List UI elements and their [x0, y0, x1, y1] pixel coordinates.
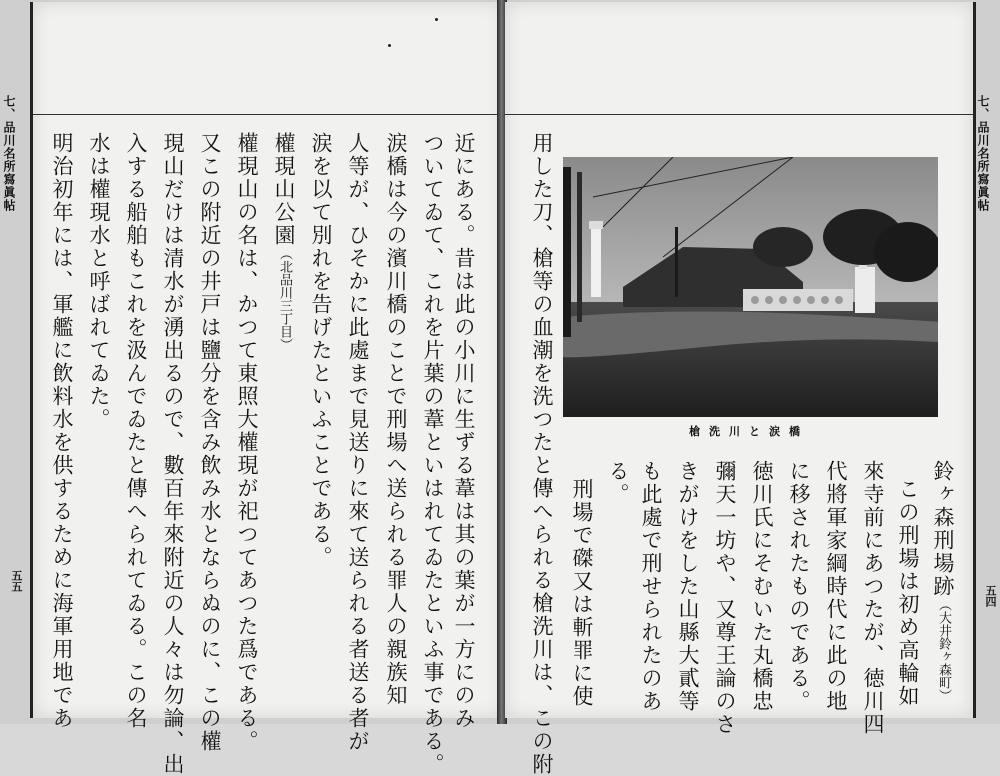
- address-note: （大井鈴ヶ森町）: [936, 598, 951, 702]
- section-heading-column: [269, 132, 299, 351]
- text-column: る。: [606, 460, 630, 506]
- text-column: ついてゐて、これを片葉の葦といはれてゐたといふ事である。: [421, 132, 445, 776]
- text-column: 彌天一坊や、又尊王論のさ: [713, 460, 737, 736]
- running-head: 七、品川名所寫眞帖: [976, 95, 990, 212]
- page-number: 五四: [984, 585, 997, 607]
- text-column: 權現山の名は、かつて東照大權現が祀つてあつた爲である。: [235, 132, 259, 753]
- address-note: （北品川三丁目）: [277, 247, 292, 351]
- photograph: [563, 157, 938, 417]
- text-column: も此處で刑せられたのあ: [639, 460, 663, 713]
- header-rule: [505, 114, 973, 115]
- text-column: 涙橋は今の濱川橋のことで刑場へ送られる罪人の親族知: [384, 132, 408, 707]
- text-column: 明治初年には、軍艦に飲料水を供するために海軍用地であ: [50, 132, 74, 730]
- text-column: 來寺前にあつたが、徳川四: [861, 460, 885, 736]
- text-column: 又この附近の井戸は鹽分を含み飲み水とならぬのに、この權: [198, 132, 222, 753]
- text-column: 近にある。昔は此の小川に生ずる葦は其の葉が一方にのみ: [452, 132, 476, 730]
- page-number: 五五: [10, 570, 23, 592]
- text-column: 刑場で磔又は斬罪に使: [570, 478, 594, 708]
- text-column: 現山だけは清水が湧出るので、數百年來附近の人々は勿論、出: [161, 132, 185, 776]
- text-column: きがけをした山縣大貳等: [676, 460, 700, 713]
- canal-photo-illustration: [563, 157, 938, 417]
- section-heading: 權現山公園: [272, 132, 296, 247]
- section-heading-column: [928, 460, 958, 702]
- text-column: 代將軍家綱時代に此の地: [824, 460, 848, 713]
- text-column: 人等が、ひそかに此處まで見送りに來て送られる者送る者が: [346, 132, 370, 753]
- left-margin: [2, 95, 28, 212]
- header-rule: [33, 114, 503, 115]
- text-column: 水は權現水と呼ばれてゐた。: [87, 132, 111, 431]
- right-margin: [976, 95, 1000, 212]
- text-column: 入する船舶もこれを汲んでゐたと傳へられてゐる。この名: [124, 132, 148, 730]
- text-column: に移されたものである。: [787, 460, 811, 713]
- text-column: 用した刀、槍等の血潮を洗つたと傳へられる槍洗川は、この附: [530, 132, 554, 776]
- text-column: この刑場は初め高輪如: [896, 478, 920, 708]
- section-heading: 鈴ヶ森刑場跡: [931, 460, 955, 598]
- paper-speck: [435, 18, 438, 21]
- photo-caption: 槍洗川と涙橋: [689, 425, 809, 438]
- text-column: 涙を以て別れを告げたといふことである。: [309, 132, 333, 569]
- running-head: 七、品川名所寫眞帖: [2, 95, 16, 212]
- paper-speck: [388, 44, 391, 47]
- text-column: 徳川氏にそむいた丸橋忠: [750, 460, 774, 713]
